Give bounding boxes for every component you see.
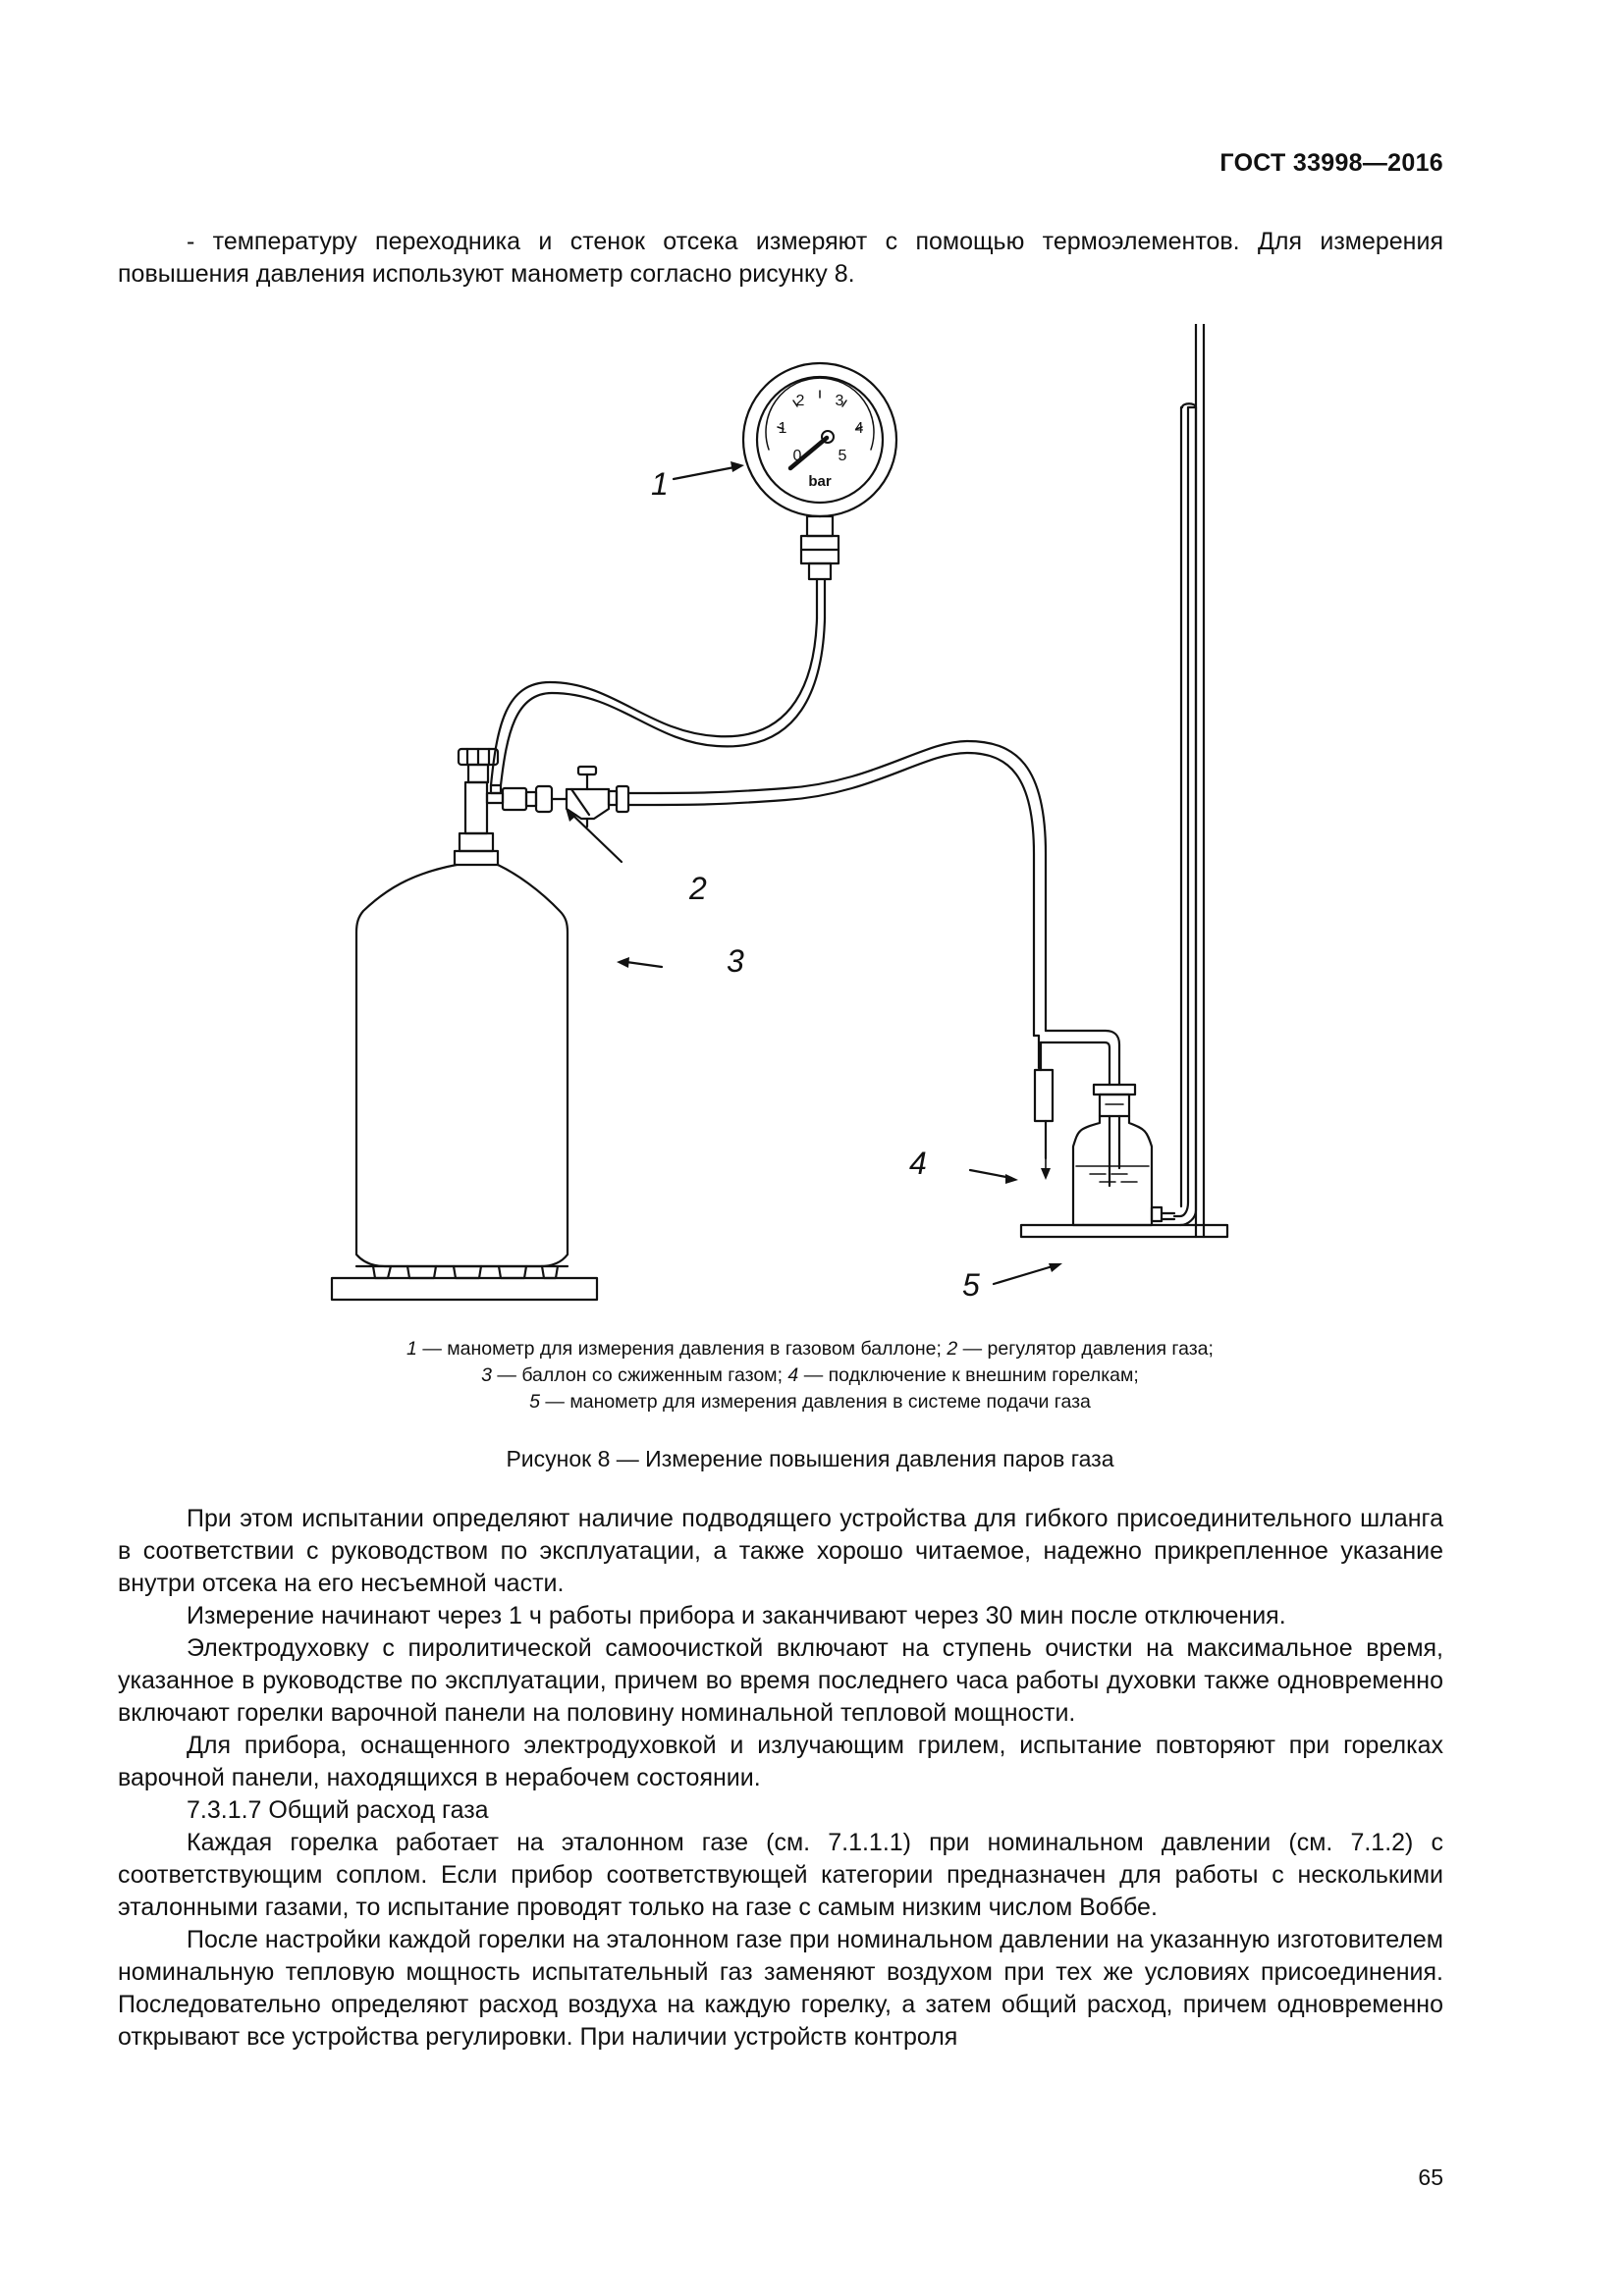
- legend-num: 5: [529, 1391, 540, 1413]
- gauge-tick-0: 0: [792, 448, 802, 464]
- page-number: 65: [1418, 2164, 1443, 2190]
- legend-text: — регулятор давления газа;: [957, 1338, 1214, 1360]
- document-header: ГОСТ 33998—2016: [1219, 149, 1443, 177]
- burner-connection: [1035, 1070, 1053, 1121]
- paragraph: Для прибора, оснащенного электродуховкой и излучающим грилем, испытание повторяют при горелках варочной панели, находящихся в нерабочем состоянии.: [118, 1732, 1443, 1791]
- intro-paragraph: [118, 226, 1443, 291]
- legend-line: [196, 1389, 1424, 1415]
- callout-label-4: 4: [909, 1146, 927, 1181]
- legend-text: — манометр для измерения давления в газовом баллоне;: [416, 1338, 947, 1360]
- legend-num: 4: [787, 1364, 799, 1386]
- gauge-unit: bar: [808, 473, 832, 490]
- legend-text: — баллон со сжиженным газом;: [491, 1364, 788, 1386]
- callout-label-1: 1: [651, 466, 669, 502]
- gauge-tick-3: 3: [835, 393, 844, 409]
- legend-num: 2: [947, 1338, 958, 1360]
- legend-num: 1: [406, 1338, 417, 1360]
- gauge-tick-5: 5: [838, 448, 847, 464]
- figure-8-diagram: [324, 324, 1306, 1306]
- legend-num: 3: [481, 1364, 492, 1386]
- legend-text: — манометр для измерения давления в системе подачи газа: [539, 1391, 1091, 1413]
- bottle-stopper: [1100, 1095, 1129, 1116]
- paragraph: При этом испытании определяют наличие подводящего устройства для гибкого присоединительного шланга в соответствии с руководством по эксплуатации, а также хорошо читаемое, надежно прикрепленное указание внутри отсека на его несъемной части.: [118, 1505, 1443, 1597]
- gauge-tick-4: 4: [854, 420, 864, 437]
- gauge-tick-2: 2: [795, 393, 805, 409]
- gauge-tick-1: 1: [778, 420, 787, 437]
- body-text: [118, 1503, 1443, 2054]
- cylinder-base: [332, 1278, 597, 1300]
- paragraph: - температуру переходника и стенок отсека измеряют с помощью термоэлементов. Для измерения повышения давления используют манометр согласно рисунку 8.: [118, 228, 1443, 288]
- figure-caption: Рисунок 8 — Измерение повышения давления паров газа: [506, 1446, 1114, 1471]
- paragraph: Измерение начинают через 1 ч работы прибора и заканчивают через 30 мин после отключения.: [187, 1602, 1286, 1629]
- paragraph: Электродуховку с пиролитической самоочисткой включают на ступень очистки на максимальное время, указанное в руководстве по эксплуатации, причем во время последнего часа работы духовки также одновременно включают горелки варочной панели на половину номинальной тепловой мощности.: [118, 1634, 1443, 1727]
- section-heading: 7.3.1.7 Общий расход газа: [187, 1796, 489, 1824]
- callout-label-3: 3: [727, 943, 744, 979]
- legend-line: [196, 1336, 1424, 1362]
- paragraph: Каждая горелка работает на эталонном газе (см. 7.1.1.1) при номинальном давлении (см. 7.1.2) с соответствующим соплом. Если прибор соответствующей категории предназначен для работы с несколькими эталонными газами, то испытание проводят только на газе с самым низким числом Воббе.: [118, 1829, 1443, 1921]
- callout-label-5: 5: [962, 1267, 980, 1303]
- legend-text: — подключение к внешним горелкам;: [798, 1364, 1139, 1386]
- paragraph: После настройки каждой горелки на эталонном газе при номинальном давлении на указанную изготовителем номинальную тепловую мощность испытательный газ заменяют воздухом при тех же условиях присоединения. Последовательно определяют расход воздуха на каждую горелку, а затем общий расход, причем одновременно открывают все устройства регулировки. При наличии устройств контроля: [118, 1926, 1443, 2051]
- callout-label-2: 2: [689, 871, 707, 906]
- legend-line: [196, 1362, 1424, 1389]
- figure-legend: [196, 1336, 1424, 1415]
- water-bottle: [1073, 1116, 1152, 1225]
- gas-cylinder: [356, 865, 568, 1266]
